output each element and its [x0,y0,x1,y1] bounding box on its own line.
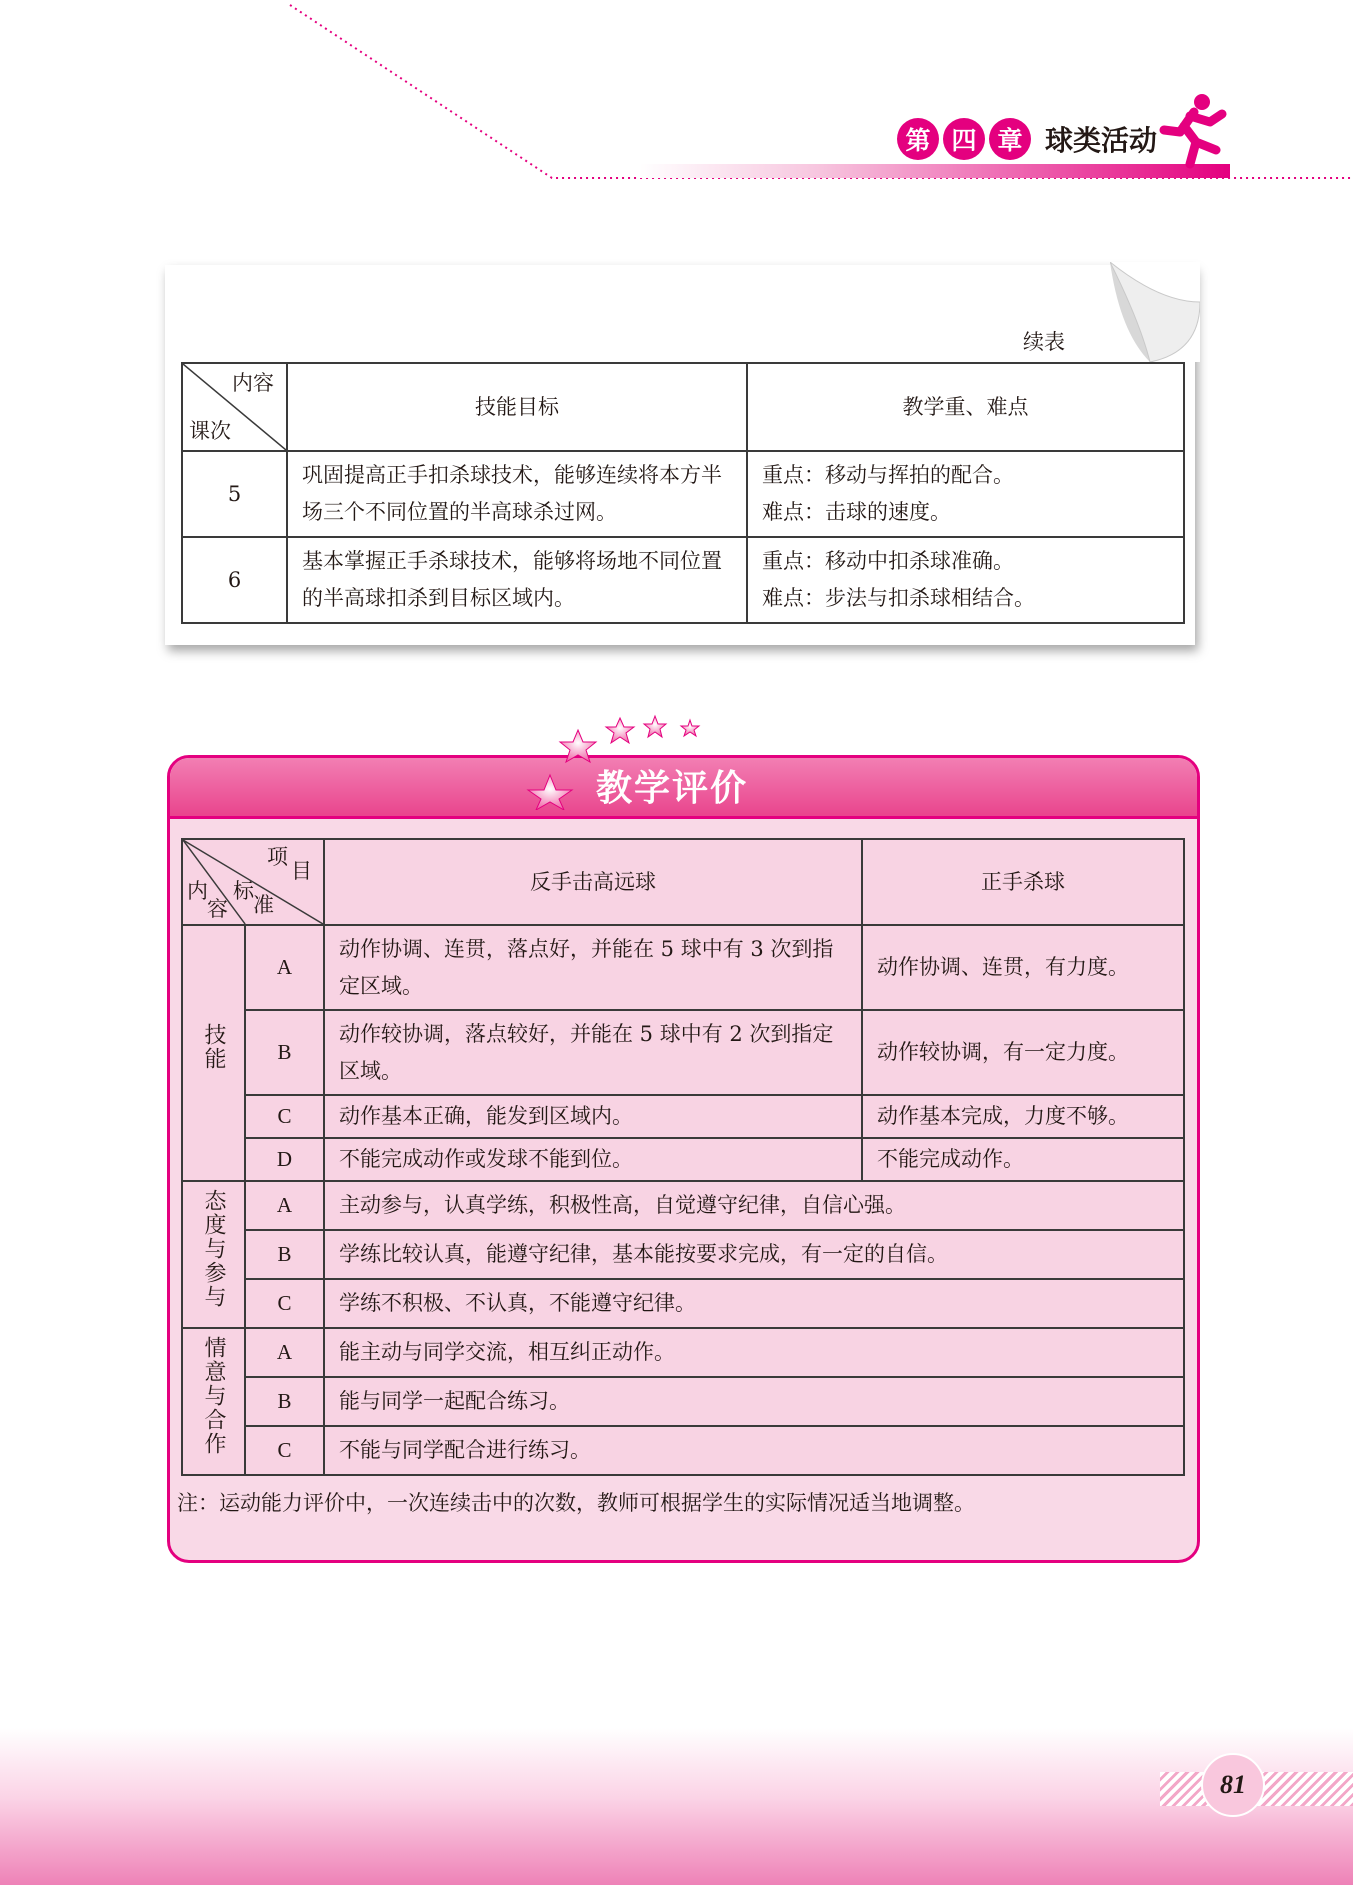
chapter-char-1: 第 [897,118,939,160]
page-curl [1110,262,1200,362]
level-label: B [245,1010,324,1095]
criteria-backhand: 动作基本正确，能发到区域内。 [324,1095,862,1138]
level-label: A [245,925,324,1010]
lesson-number: 6 [182,537,287,623]
chapter-title: 球类活动 [1045,124,1158,157]
diag-label-content: 内容 [232,371,274,395]
level-label: C [245,1426,324,1475]
chapter-heading [897,118,1157,160]
table-row [182,1328,1184,1377]
criteria-text: 学练比较认真，能遵守纪律，基本能按要求完成，有一定的自信。 [324,1230,1184,1279]
criteria-smash: 动作协调、连贯，有力度。 [862,925,1184,1010]
key-points-cell [747,537,1184,623]
col-header-key-points: 教学重、难点 [747,363,1184,451]
level-label: C [245,1279,324,1328]
skill-goal-table [181,362,1185,624]
diag-label-item-a: 项 [267,845,288,869]
key-points-cell [747,451,1184,537]
table-row [182,451,1184,537]
criteria-text: 不能与同学配合进行练习。 [324,1426,1184,1475]
diag-label-item-b: 目 [291,859,312,883]
diag-label-std-b: 准 [253,893,274,917]
evaluation-table [181,838,1185,1476]
skill-goal-text: 巩固提高正手扣杀球技术，能够连续将本方半场三个不同位置的半高球杀过网。 [287,451,747,537]
category-skill: 技能 [182,925,245,1181]
criteria-text: 主动参与，认真学练，积极性高，自觉遵守纪律，自信心强。 [324,1181,1184,1230]
chapter-char-2: 四 [943,118,985,160]
chapter-char-3: 章 [989,118,1031,160]
criteria-text: 能与同学一起配合练习。 [324,1377,1184,1426]
category-attitude: 态度与参与 [182,1181,245,1328]
table-row [182,1181,1184,1230]
table-row [182,537,1184,623]
diag-label-content-a: 内 [187,879,208,903]
skill-goal-text: 基本掌握正手杀球技术，能够将场地不同位置的半高球扣杀到目标区域内。 [287,537,747,623]
criteria-backhand: 动作较协调，落点较好，并能在 5 球中有 2 次到指定区域。 [324,1010,862,1095]
diagonal-header-cell [182,363,287,451]
difficulty-point: 难点：步法与扣杀球相结合。 [762,586,1035,610]
runner-icon [1150,92,1230,170]
criteria-backhand: 不能完成动作或发球不能到位。 [324,1138,862,1181]
footer-gradient [0,1728,1353,1885]
col-header-skill-goal: 技能目标 [287,363,747,451]
diag-label-content-b: 容 [207,897,228,921]
table-row [182,925,1184,1010]
level-label: B [245,1377,324,1426]
evaluation-note: 注：运动能力评价中，一次连续击中的次数，教师可根据学生的实际情况适当地调整。 [177,1491,975,1515]
col-header-backhand-clear: 反手击高远球 [324,839,862,925]
table-row [182,1426,1184,1475]
col-header-forehand-smash: 正手杀球 [862,839,1184,925]
page-number: 81 [1201,1753,1265,1817]
table-row [182,1377,1184,1426]
table-row [182,1138,1184,1181]
criteria-backhand: 动作协调、连贯，落点好，并能在 5 球中有 3 次到指定区域。 [324,925,862,1010]
evaluation-title: 教学评价 [596,768,749,809]
category-cooperation: 情意与合作 [182,1328,245,1475]
level-label: B [245,1230,324,1279]
criteria-text: 学练不积极、不认真，不能遵守纪律。 [324,1279,1184,1328]
diag-label-std-a: 标 [233,879,254,903]
table-row [182,1230,1184,1279]
table-row [182,1095,1184,1138]
level-label: A [245,1181,324,1230]
level-label: D [245,1138,324,1181]
criteria-smash: 不能完成动作。 [862,1138,1184,1181]
table-row [182,1010,1184,1095]
diagonal-header-cell [182,839,324,925]
table-header-row [182,839,1184,925]
level-label: C [245,1095,324,1138]
table-row [182,1279,1184,1328]
table-header-row [182,363,1184,451]
criteria-text: 能主动与同学交流，相互纠正动作。 [324,1328,1184,1377]
level-label: A [245,1328,324,1377]
lesson-number: 5 [182,451,287,537]
header-pink-bar [640,164,1230,178]
key-point: 重点：移动与挥拍的配合。 [762,463,1014,487]
difficulty-point: 难点：击球的速度。 [762,500,951,524]
diag-label-lesson: 课次 [189,419,231,443]
criteria-smash: 动作基本完成，力度不够。 [862,1095,1184,1138]
key-point: 重点：移动中扣杀球准确。 [762,549,1014,573]
continued-label: 续表 [1023,330,1065,354]
criteria-smash: 动作较协调，有一定力度。 [862,1010,1184,1095]
